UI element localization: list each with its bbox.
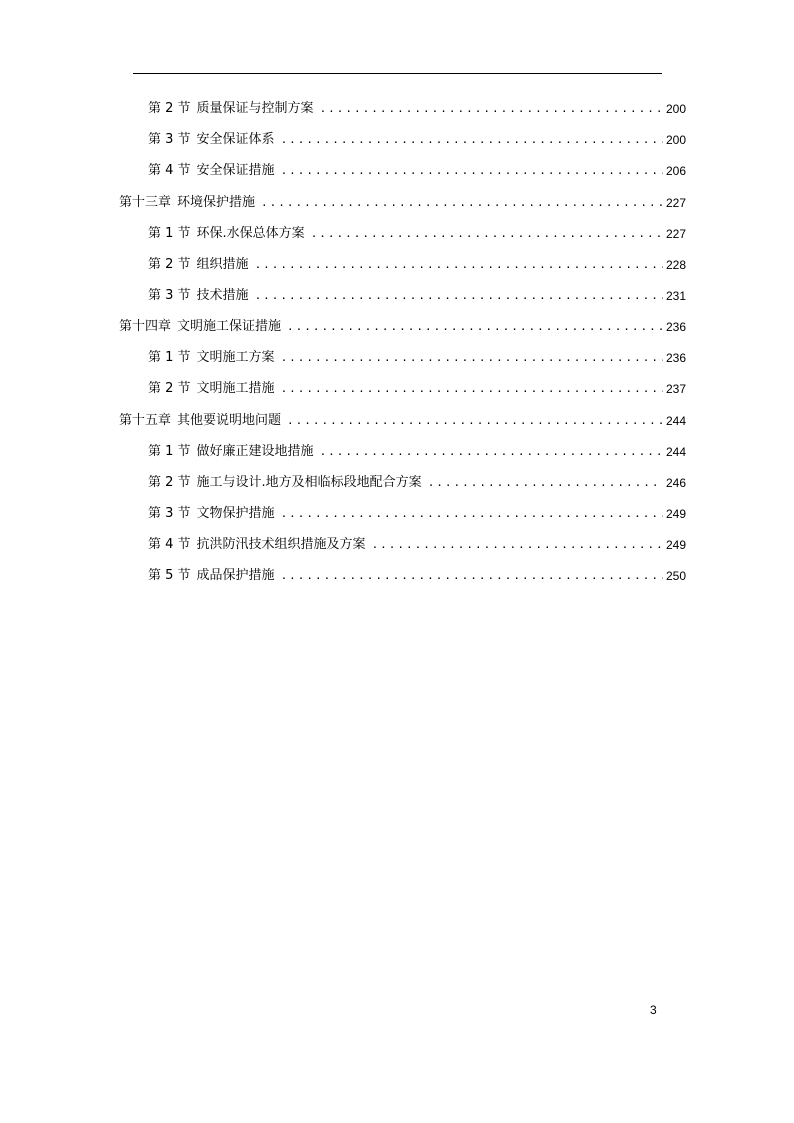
toc-entry[interactable] xyxy=(148,160,686,182)
toc-entry-label: 第十三章 xyxy=(119,195,172,210)
dot-leader xyxy=(281,565,663,587)
toc-chapter-entry[interactable] xyxy=(119,410,686,432)
toc-entry-page: 206 xyxy=(665,164,686,178)
toc-entry-label: 第 1 节 xyxy=(148,350,191,365)
toc-entry-label: 第 4 节 xyxy=(148,163,191,178)
dot-leader xyxy=(255,285,663,307)
toc-entry-label: 第十四章 xyxy=(119,319,172,334)
dot-leader xyxy=(281,129,663,151)
dot-leader xyxy=(372,534,663,556)
toc-entry-label: 第 2 节 xyxy=(148,257,191,272)
dot-leader xyxy=(281,160,663,182)
toc-entry-label: 第 3 节 xyxy=(148,506,191,521)
toc-entry[interactable] xyxy=(148,129,686,151)
dot-leader xyxy=(281,378,663,400)
toc-entry-page: 237 xyxy=(665,382,686,396)
toc-entry-title: 做好廉正建设地措施 xyxy=(196,444,314,459)
toc-entry-page: 244 xyxy=(665,414,686,428)
toc-entry-title: 成品保护措施 xyxy=(196,568,275,583)
toc-entry-label: 第 4 节 xyxy=(148,537,191,552)
toc-entry-title: 文明施工措施 xyxy=(196,381,275,396)
toc-entry[interactable] xyxy=(148,534,686,556)
toc-entry-label: 第 3 节 xyxy=(148,132,191,147)
toc-chapter-entry[interactable] xyxy=(119,316,686,338)
dot-leader xyxy=(281,347,663,369)
toc-entry-title: 文物保护措施 xyxy=(196,506,275,521)
toc-entry-title: 安全保证体系 xyxy=(196,132,275,147)
toc-entry-title: 技术措施 xyxy=(196,288,249,303)
toc-entry-label: 第 2 节 xyxy=(148,475,191,490)
dot-leader xyxy=(287,316,663,338)
toc-entry-title: 其他要说明地问题 xyxy=(177,413,282,428)
toc-entry-page: 244 xyxy=(665,445,686,459)
toc-entry-page: 250 xyxy=(665,569,686,583)
toc-entry[interactable] xyxy=(148,378,686,400)
toc-entry-title: 环保.水保总体方案 xyxy=(196,226,305,241)
dot-leader xyxy=(320,98,663,120)
toc-entry-page: 231 xyxy=(665,289,686,303)
toc-entry-label: 第 3 节 xyxy=(148,288,191,303)
page-number: 3 xyxy=(650,1003,657,1017)
toc-entry-title: 安全保证措施 xyxy=(196,163,275,178)
toc-entry-title: 组织措施 xyxy=(196,257,249,272)
header-rule xyxy=(133,73,662,74)
dot-leader xyxy=(311,223,663,245)
toc-entry-page: 228 xyxy=(665,258,686,272)
toc-entry-page: 236 xyxy=(665,320,686,334)
toc-entry-page: 236 xyxy=(665,351,686,365)
toc-entry-page: 200 xyxy=(665,133,686,147)
toc-entry-label: 第十五章 xyxy=(119,413,172,428)
toc-entry-page: 246 xyxy=(665,476,686,490)
toc-entry[interactable] xyxy=(148,503,686,525)
toc-entry[interactable] xyxy=(148,98,686,120)
dot-leader xyxy=(255,254,663,276)
toc-entry-title: 文明施工保证措施 xyxy=(177,319,282,334)
toc-entry-page: 227 xyxy=(665,196,686,210)
toc-entry-label: 第 1 节 xyxy=(148,444,191,459)
dot-leader xyxy=(428,472,663,494)
dot-leader xyxy=(261,192,663,214)
toc-entry[interactable] xyxy=(148,472,686,494)
toc-entry-page: 249 xyxy=(665,507,686,521)
toc-chapter-entry[interactable] xyxy=(119,192,686,214)
toc-entry[interactable] xyxy=(148,254,686,276)
toc-entry-label: 第 1 节 xyxy=(148,226,191,241)
toc-entry-label: 第 2 节 xyxy=(148,381,191,396)
toc-entry-label: 第 5 节 xyxy=(148,568,191,583)
toc-entry-page: 200 xyxy=(665,102,686,116)
toc-entry-title: 抗洪防汛技术组织措施及方案 xyxy=(196,537,366,552)
toc-entry[interactable] xyxy=(148,223,686,245)
toc-entry[interactable] xyxy=(148,347,686,369)
toc-entry-page: 227 xyxy=(665,227,686,241)
toc-entry-title: 文明施工方案 xyxy=(196,350,275,365)
toc-entry[interactable] xyxy=(148,285,686,307)
toc-entry[interactable] xyxy=(148,441,686,463)
toc-entry-page: 249 xyxy=(665,538,686,552)
dot-leader xyxy=(320,441,663,463)
dot-leader xyxy=(281,503,663,525)
toc-entry-title: 环境保护措施 xyxy=(177,195,256,210)
toc-entry-title: 质量保证与控制方案 xyxy=(196,101,314,116)
toc-entry[interactable] xyxy=(148,565,686,587)
toc-entry-title: 施工与设计.地方及相临标段地配合方案 xyxy=(196,475,422,490)
dot-leader xyxy=(287,410,663,432)
toc-entry-label: 第 2 节 xyxy=(148,101,191,116)
